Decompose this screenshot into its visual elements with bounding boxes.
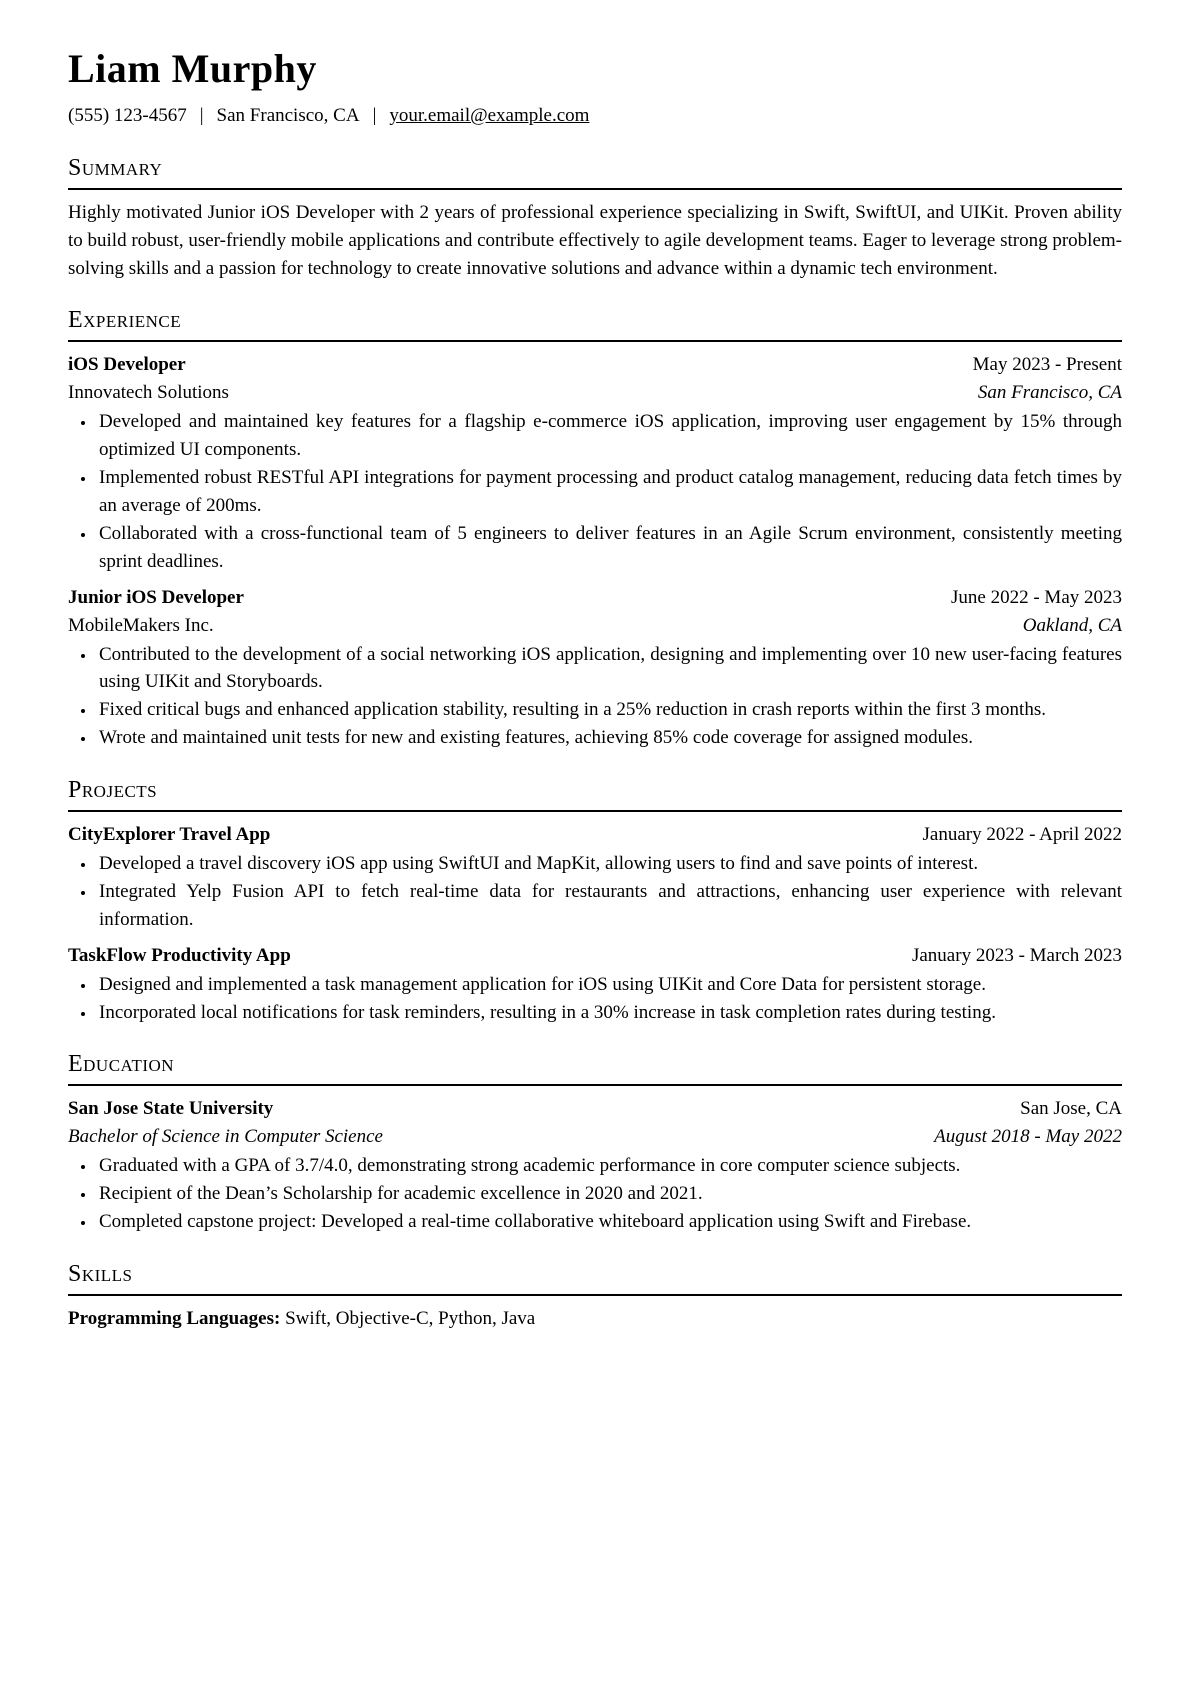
project-title: TaskFlow Productivity App bbox=[68, 944, 291, 966]
experience-entry-subheader bbox=[68, 612, 1122, 640]
contact-separator: | bbox=[372, 105, 377, 126]
experience-entry bbox=[68, 351, 1122, 575]
bullet-item: • Incorporated local notifications for task reminders, resulting in a 30% increase in task completion rates during testing. bbox=[96, 999, 1122, 1027]
contact-separator: | bbox=[199, 105, 204, 126]
bullet-item: • Graduated with a GPA of 3.7/4.0, demonstrating strong academic performance in core computer science subjects. bbox=[96, 1152, 1122, 1180]
bullet-item: • Integrated Yelp Fusion API to fetch real-time data for restaurants and attractions, enhancing user experience with relevant information. bbox=[96, 878, 1122, 934]
experience-entry-header bbox=[68, 351, 1122, 379]
experience-section-title: Experience bbox=[68, 306, 1122, 342]
school-location: San Jose, CA bbox=[1020, 1098, 1122, 1120]
phone-number: (555) 123-4567 bbox=[68, 105, 187, 126]
contact-location: San Francisco, CA bbox=[216, 105, 360, 126]
skills-section-title: Skills bbox=[68, 1260, 1122, 1296]
project-entry bbox=[68, 942, 1122, 1027]
project-bullet-list bbox=[68, 971, 1122, 1027]
bullet-item: • Recipient of the Dean’s Scholarship for academic excellence in 2020 and 2021. bbox=[96, 1180, 1122, 1208]
section-education bbox=[68, 1050, 1122, 1235]
projects-section-title: Projects bbox=[68, 776, 1122, 812]
experience-entry-header bbox=[68, 584, 1122, 612]
bullet-item: • Collaborated with a cross-functional team of 5 engineers to deliver features in an Agile Scrum environment, consistently meeting sprint deadlines. bbox=[96, 520, 1122, 576]
section-summary bbox=[68, 154, 1122, 283]
experience-entry-subheader bbox=[68, 379, 1122, 407]
job-title: iOS Developer bbox=[68, 354, 186, 376]
job-dates: June 2022 - May 2023 bbox=[951, 586, 1122, 608]
project-entry-header bbox=[68, 821, 1122, 849]
skills-line bbox=[68, 1305, 1122, 1333]
experience-entry bbox=[68, 584, 1122, 753]
bullet-item: • Developed and maintained key features for a flagship e-commerce iOS application, improving user engagement by 15% through optimized UI components. bbox=[96, 408, 1122, 464]
job-location: San Francisco, CA bbox=[977, 382, 1122, 404]
education-entry bbox=[68, 1095, 1122, 1236]
job-location: Oakland, CA bbox=[1022, 614, 1122, 636]
section-projects bbox=[68, 776, 1122, 1026]
bullet-item: • Designed and implemented a task management application for iOS using UIKit and Core Data for persistent storage. bbox=[96, 971, 1122, 999]
section-experience bbox=[68, 306, 1122, 752]
degree-name: Bachelor of Science in Computer Science bbox=[68, 1126, 383, 1148]
project-entry bbox=[68, 821, 1122, 934]
experience-bullet-list bbox=[68, 408, 1122, 576]
skills-category-value: Swift, Objective-C, Python, Java bbox=[285, 1307, 536, 1329]
job-title: Junior iOS Developer bbox=[68, 586, 244, 608]
summary-text: Highly motivated Junior iOS Developer with 2 years of professional experience specializing in Swift, SwiftUI, and UIKit. Proven ability to build robust, user-friendly mobile applications and contribute effectively to agile development teams. Eager to leverage strong problem-solving skills and a passion for technology to create innovative solutions and advance within a dynamic tech environment. bbox=[68, 201, 1122, 279]
bullet-item: • Wrote and maintained unit tests for new and existing features, achieving 85% code coverage for assigned modules. bbox=[96, 724, 1122, 752]
bullet-item: • Contributed to the development of a social networking iOS application, designing and implementing over 10 new user-facing features using UIKit and Storyboards. bbox=[96, 641, 1122, 697]
page-title: Liam Murphy bbox=[68, 46, 317, 91]
project-title: CityExplorer Travel App bbox=[68, 823, 271, 845]
project-dates: January 2023 - March 2023 bbox=[911, 944, 1122, 966]
education-section-title: Education bbox=[68, 1050, 1122, 1086]
experience-bullet-list bbox=[68, 641, 1122, 753]
education-dates: August 2018 - May 2022 bbox=[934, 1126, 1122, 1148]
contact-line bbox=[68, 102, 1122, 130]
project-bullet-list bbox=[68, 850, 1122, 934]
bullet-item: • Developed a travel discovery iOS app using SwiftUI and MapKit, allowing users to find and save points of interest. bbox=[96, 850, 1122, 878]
education-bullet-list bbox=[68, 1152, 1122, 1236]
school-name: San Jose State University bbox=[68, 1098, 274, 1120]
company-name: MobileMakers Inc. bbox=[68, 614, 214, 636]
skills-category-label: Programming Languages: bbox=[68, 1307, 281, 1329]
bullet-item: • Completed capstone project: Developed a real-time collaborative whiteboard application using Swift and Firebase. bbox=[96, 1208, 1122, 1236]
email-link[interactable]: your.email@example.com bbox=[389, 105, 590, 126]
bullet-item: • Fixed critical bugs and enhanced application stability, resulting in a 25% reduction in crash reports within the first 3 months. bbox=[96, 696, 1122, 724]
job-dates: May 2023 - Present bbox=[972, 354, 1122, 376]
project-entry-header bbox=[68, 942, 1122, 970]
summary-section-title: Summary bbox=[68, 154, 1122, 190]
section-skills bbox=[68, 1260, 1122, 1333]
bullet-item: • Implemented robust RESTful API integrations for payment processing and product catalog management, reducing data fetch times by an average of 200ms. bbox=[96, 464, 1122, 520]
project-dates: January 2022 - April 2022 bbox=[922, 823, 1122, 845]
education-entry-header bbox=[68, 1095, 1122, 1123]
education-entry-subheader bbox=[68, 1123, 1122, 1151]
company-name: Innovatech Solutions bbox=[68, 382, 229, 404]
